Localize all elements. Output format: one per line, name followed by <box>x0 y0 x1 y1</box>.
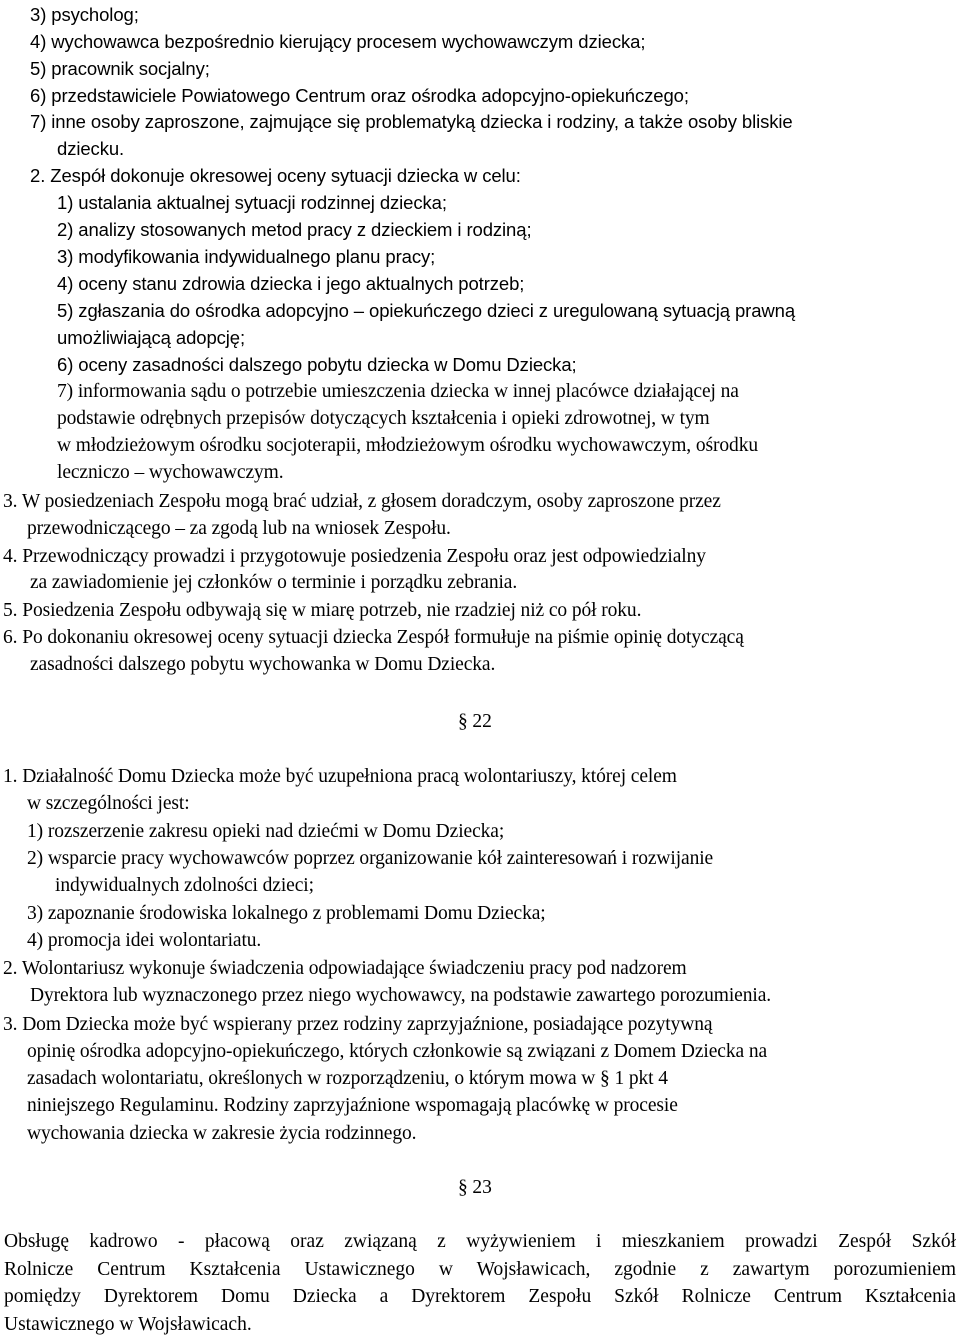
list-item: 2) wsparcie pracy wychowawców poprzez organizowanie kół zainteresowań i rozwijanie <box>27 848 714 869</box>
list-item: umożliwiającą adopcję; <box>57 327 246 348</box>
paragraph-line: 1. Działalność Domu Dziecka może być uzupełniona pracą wolontariuszy, której celem <box>3 766 677 787</box>
paragraph-line: w szczególności jest: <box>27 793 190 814</box>
list-item: 6) oceny zasadności dalszego pobytu dziecka w Domu Dziecka; <box>57 354 577 375</box>
list-item: 7) informowania sądu o potrzebie umieszczenia dziecka w innej placówce działającej na <box>57 381 739 402</box>
paragraph-line: wychowania dziecka w zakresie życia rodzinnego. <box>27 1123 417 1144</box>
paragraph-line: niniejszego Regulaminu. Rodziny zaprzyjaźnione wspomagają placówkę w procesie <box>27 1095 678 1116</box>
paragraph-line: 3. W posiedzeniach Zespołu mogą brać udział, z głosem doradczym, osoby zaproszone przez <box>3 491 721 512</box>
list-item: 3) zapoznanie środowiska lokalnego z problemami Domu Dziecka; <box>27 903 546 924</box>
list-item: dziecku. <box>57 138 125 159</box>
list-item: 1) rozszerzenie zakresu opieki nad dziećmi w Domu Dziecka; <box>27 821 505 842</box>
list-item: indywidualnych zdolności dzieci; <box>55 875 314 896</box>
list-item: 3) modyfikowania indywidualnego planu pracy; <box>57 246 436 267</box>
paragraph-line: Obsługę kadrowo - płacową oraz związaną z wyżywieniem i mieszkaniem prowadzi Zespół Szkół <box>4 1231 956 1252</box>
paragraph-line: zasadności dalszego pobytu wychowanka w Domu Dziecka. <box>30 654 496 675</box>
paragraph-line: 4. Przewodniczący prowadzi i przygotowuje posiedzenia Zespołu oraz jest odpowiedzialny <box>3 546 706 567</box>
list-item: 2) analizy stosowanych metod pracy z dzieckiem i rodziną; <box>57 219 532 240</box>
paragraph-line: Rolnicze Centrum Kształcenia Ustawicznego w Wojsławicach, zgodnie z zawartym porozumieniem <box>4 1258 956 1280</box>
list-item: 1) ustalania aktualnej sytuacji rodzinnej dziecka; <box>57 192 447 213</box>
list-item: 6) przedstawiciele Powiatowego Centrum oraz ośrodka adopcyjno-opiekuńczego; <box>30 85 689 106</box>
list-item: 5) pracownik socjalny; <box>30 58 210 79</box>
list-item: 4) wychowawca bezpośrednio kierujący procesem wychowawczym dziecka; <box>30 31 646 52</box>
list-item: leczniczo – wychowawczym. <box>57 462 284 483</box>
paragraph-line: przewodniczącego – za zgodą lub na wniosek Zespołu. <box>27 518 451 539</box>
section-heading: § 23 <box>458 1177 492 1198</box>
paragraph-line: 2. Wolontariusz wykonuje świadczenia odpowiadające świadczeniu pracy pod nadzorem <box>3 958 687 979</box>
paragraph-line: 5. Posiedzenia Zespołu odbywają się w miarę potrzeb, nie rzadziej niż co pół roku. <box>3 600 642 621</box>
list-item: 4) promocja idei wolontariatu. <box>27 930 262 951</box>
paragraph-line: zasadach wolontariatu, określonych w rozporządzeniu, o którym mowa w § 1 pkt 4 <box>27 1068 668 1089</box>
paragraph-line: 6. Po dokonaniu okresowej oceny sytuacji dziecka Zespół formułuje na piśmie opinię dotyczącą <box>3 627 744 648</box>
paragraph-line: Ustawicznego w Wojsławicach. <box>4 1313 252 1335</box>
list-item: podstawie odrębnych przepisów dotyczących kształcenia i opieki zdrowotnej, w tym <box>57 408 710 429</box>
paragraph-line: 3. Dom Dziecka może być wspierany przez rodziny zaprzyjaźnione, posiadające pozytywną <box>3 1014 713 1035</box>
list-item: 4) oceny stanu zdrowia dziecka i jego aktualnych potrzeb; <box>57 273 525 294</box>
list-item: 5) zgłaszania do ośrodka adopcyjno – opiekuńczego dzieci z uregulowaną sytuacją prawną <box>57 300 796 321</box>
section-heading: § 22 <box>458 711 492 732</box>
paragraph-line: Dyrektora lub wyznaczonego przez niego wychowawcy, na podstawie zawartego porozumienia. <box>30 985 772 1006</box>
list-item: 3) psycholog; <box>30 4 139 25</box>
paragraph-line: opinię ośrodka adopcyjno-opiekuńczego, których członkowie są związani z Domem Dziecka na <box>27 1041 768 1062</box>
section-intro: 2. Zespół dokonuje okresowej oceny sytuacji dziecka w celu: <box>30 165 521 186</box>
list-item: 7) inne osoby zaproszone, zajmujące się problematyką dziecka i rodziny, a także osoby bliskie <box>30 111 793 132</box>
paragraph-line: za zawiadomienie jej członków o terminie i porządku zebrania. <box>30 572 518 593</box>
list-item: w młodzieżowym ośrodku socjoterapii, młodzieżowym ośrodku wychowawczym, ośrodku <box>57 435 758 456</box>
paragraph-line: pomiędzy Dyrektorem Domu Dziecka a Dyrektorem Zespołu Szkół Rolnicze Centrum Kształcenia <box>4 1286 956 1308</box>
closing-paragraph <box>4 1228 956 1338</box>
